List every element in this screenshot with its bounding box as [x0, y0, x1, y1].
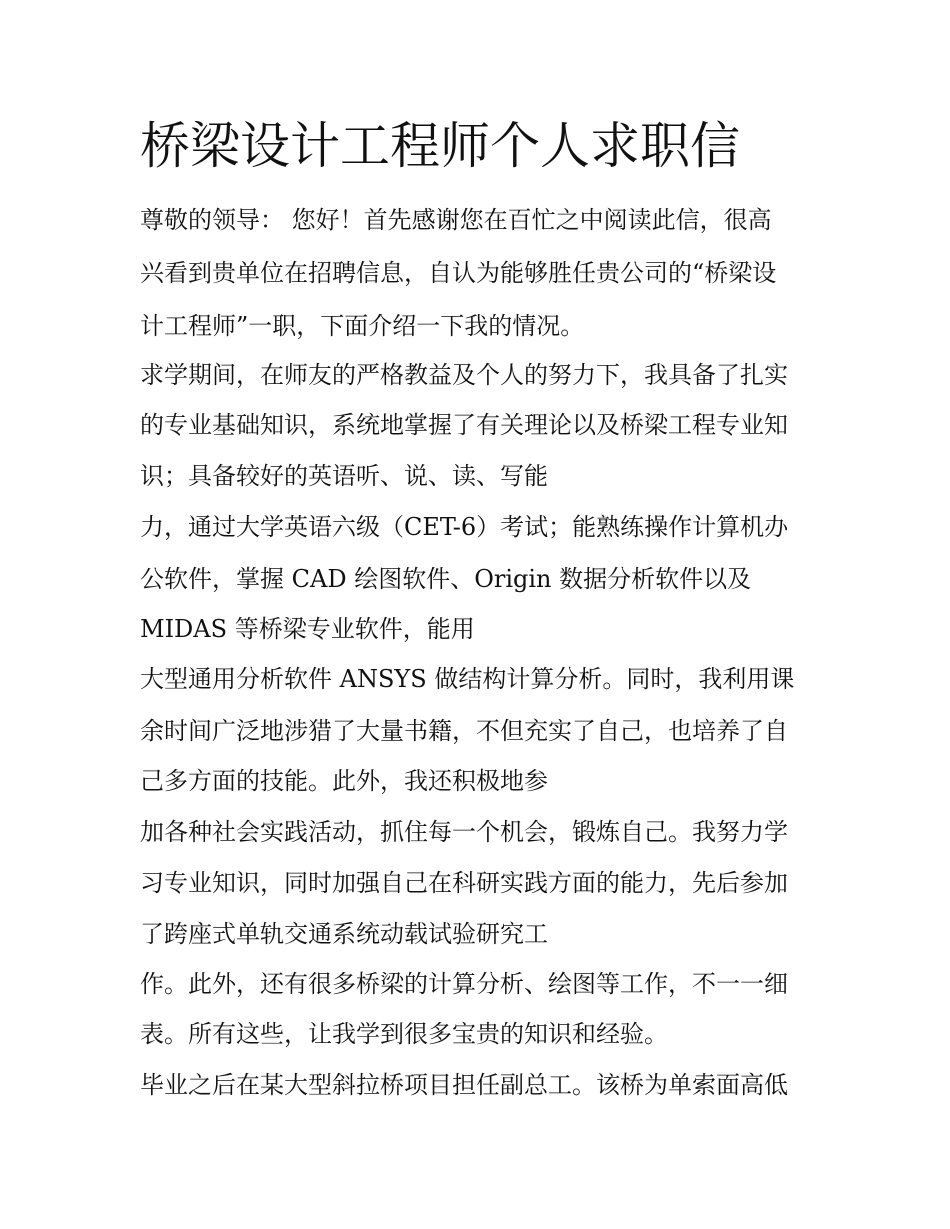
- body-line: 加各种社会实践活动，抓住每一个机会，锻炼自己。我努力学: [140, 818, 788, 846]
- body-line: 计工程师”一职，下面介绍一下我的情况。: [140, 312, 585, 340]
- document-title: 桥梁设计工程师个人求职信: [140, 117, 740, 175]
- body-line: 己多方面的技能。此外，我还积极地参: [140, 767, 548, 795]
- body-line: 公软件，掌握 CAD 绘图软件、Origin 数据分析软件以及: [140, 565, 752, 593]
- body-line: 作。此外，还有很多桥梁的计算分析、绘图等工作，不一一细: [140, 970, 788, 998]
- body-line: 尊敬的领导： 您好！首先感谢您在百忙之中阅读此信，很高: [140, 206, 772, 234]
- body-line: 求学期间，在师友的严格教益及个人的努力下，我具备了扎实: [140, 361, 788, 389]
- body-line: MIDAS 等桥梁专业软件，能用: [140, 615, 475, 643]
- body-line: 习专业知识，同时加强自己在科研实践方面的能力，先后参加: [140, 869, 788, 897]
- body-line: 了跨座式单轨交通系统动载试验研究工: [140, 920, 548, 948]
- body-line: 大型通用分析软件 ANSYS 做结构计算分析。同时，我利用课: [140, 665, 795, 693]
- body-line: 的专业基础知识，系统地掌握了有关理论以及桥梁工程专业知: [140, 411, 788, 439]
- body-line: 识；具备较好的英语听、说、读、写能: [140, 462, 548, 490]
- body-line: 毕业之后在某大型斜拉桥项目担任副总工。该桥为单索面高低: [140, 1071, 788, 1099]
- body-line: 力，通过大学英语六级（CET-6）考试；能熟练操作计算机办: [140, 513, 789, 541]
- body-line: 兴看到贵单位在招聘信息，自认为能够胜任贵公司的“桥梁设: [140, 259, 777, 287]
- body-line: 余时间广泛地涉猎了大量书籍，不但充实了自己，也培养了自: [140, 717, 788, 745]
- body-line: 表。所有这些，让我学到很多宝贵的知识和经验。: [140, 1020, 668, 1048]
